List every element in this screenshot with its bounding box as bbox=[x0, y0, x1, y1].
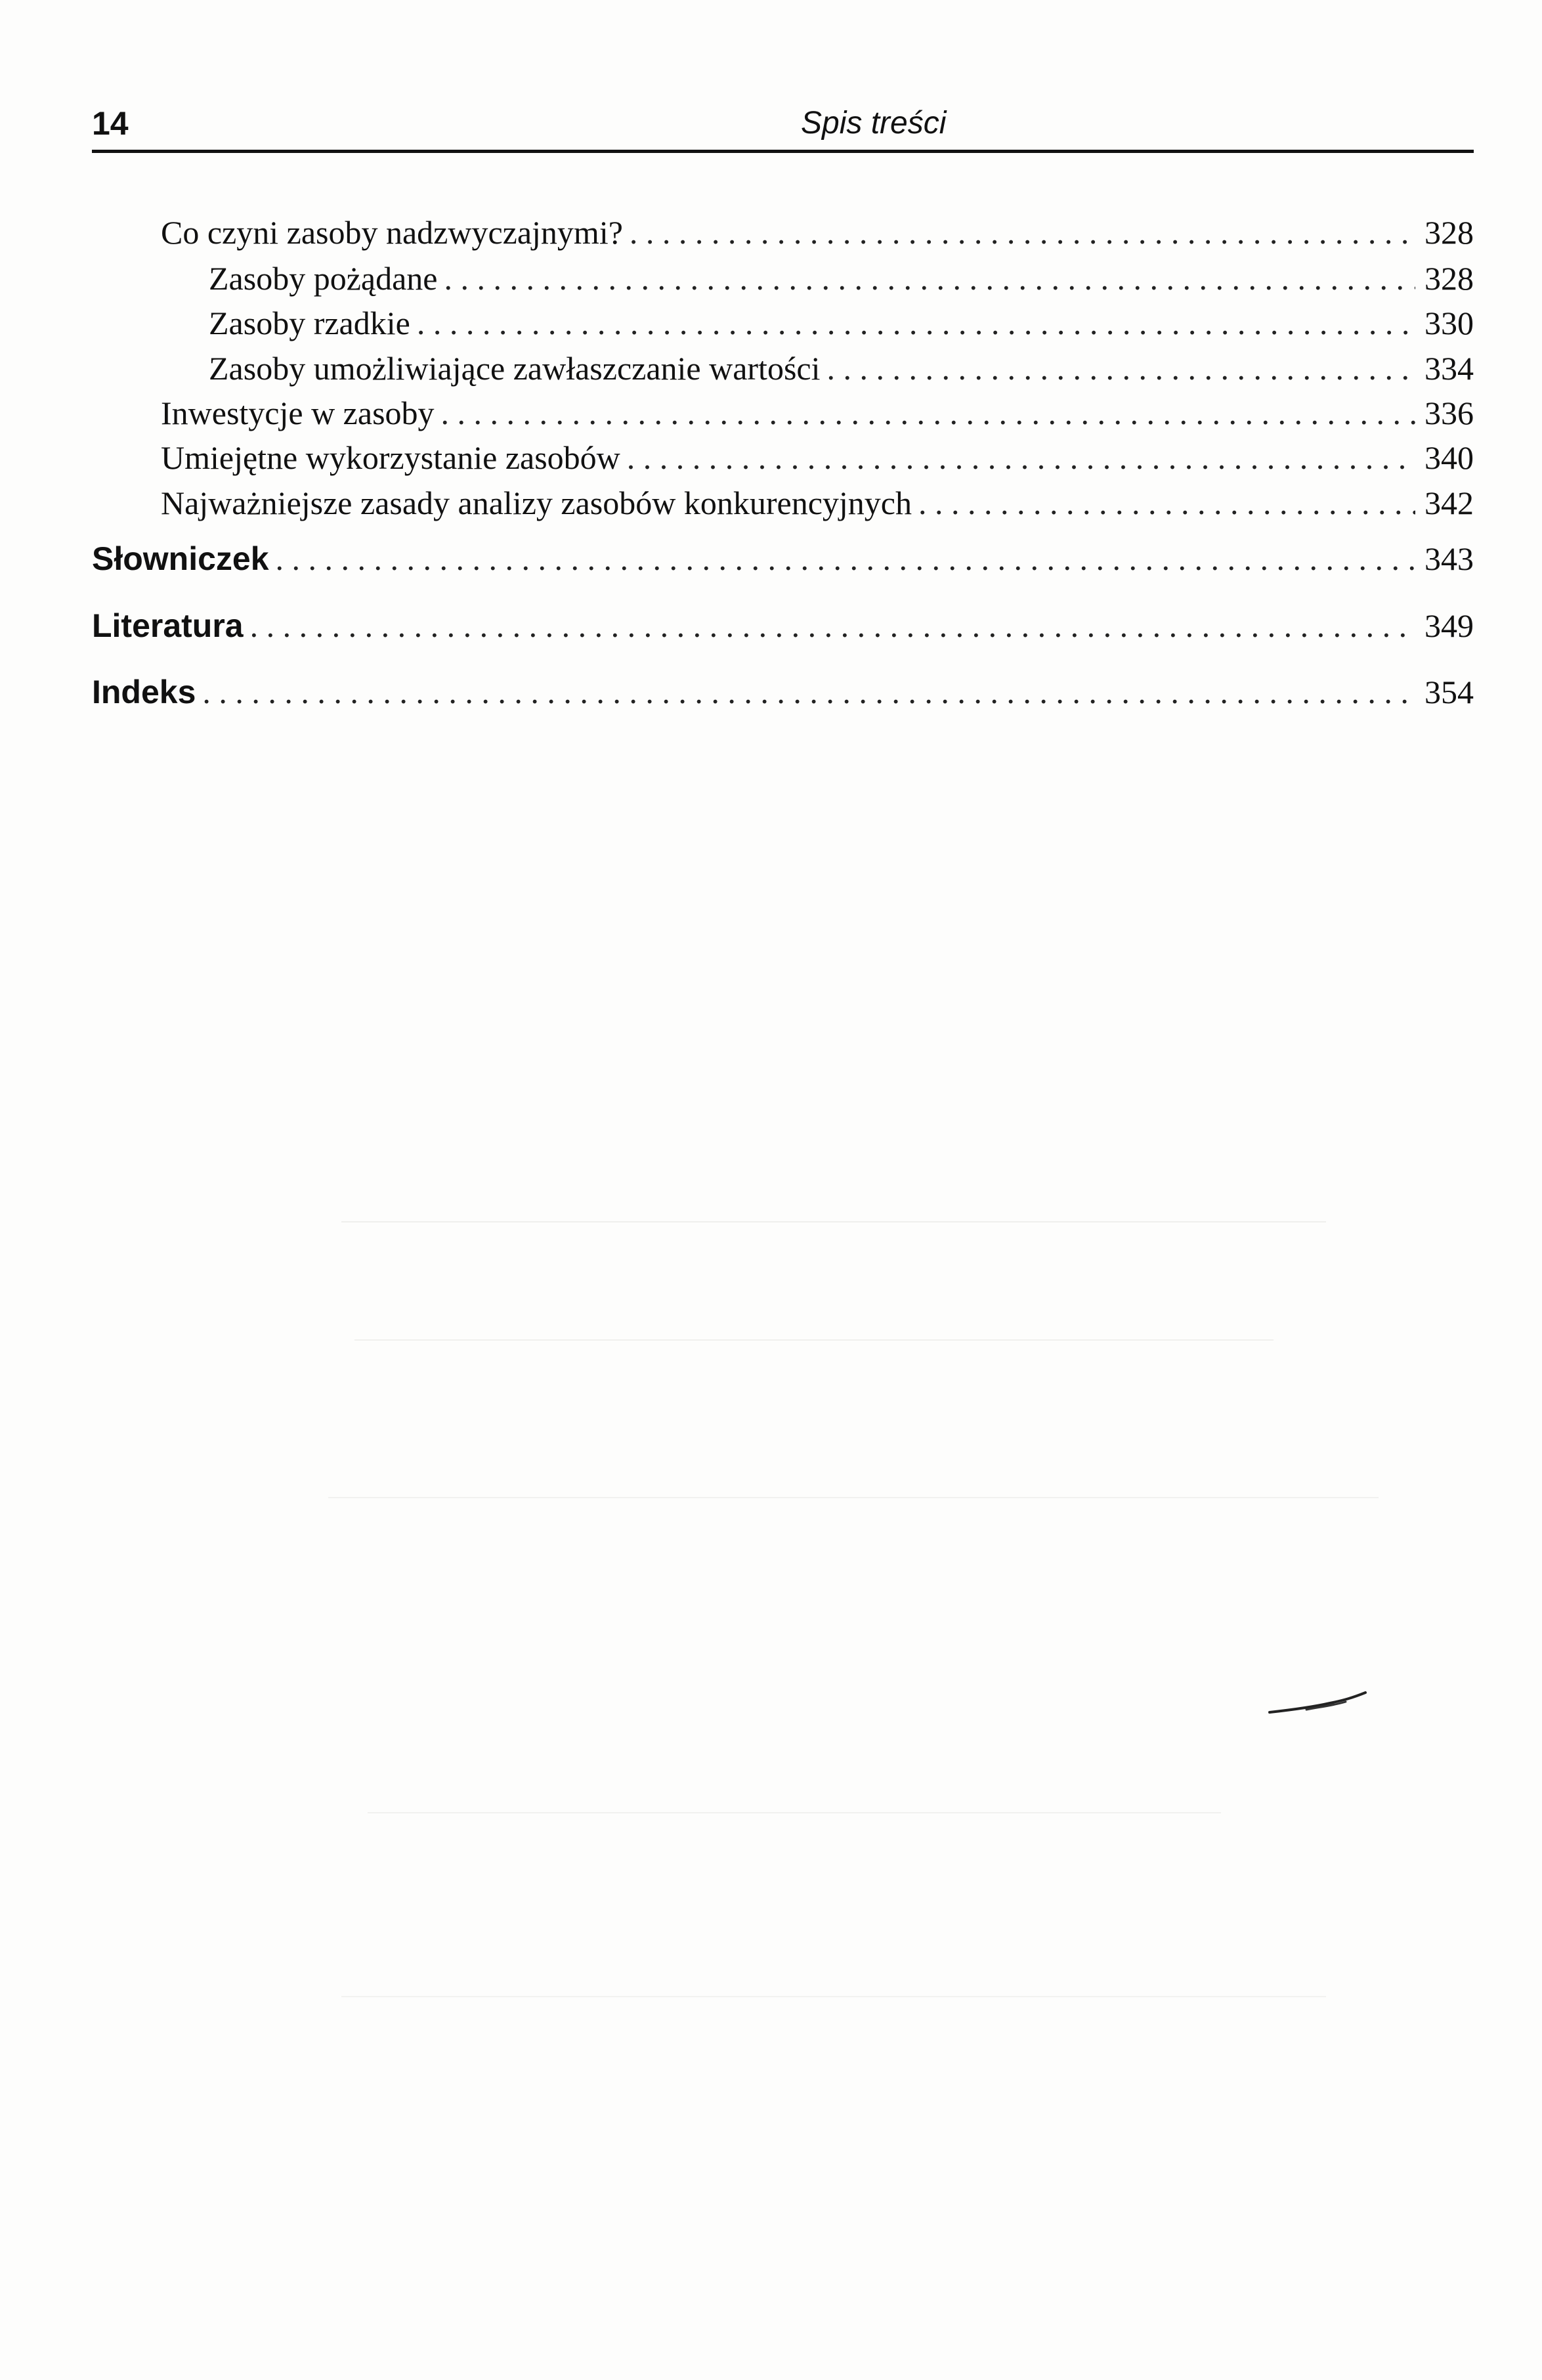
toc-entry-title: Zasoby umożliwiające zawłaszczanie wartości bbox=[209, 350, 821, 387]
dot-leader bbox=[276, 540, 1415, 578]
toc-entry-page: 349 bbox=[1424, 607, 1474, 644]
toc-entry-title: Zasoby pożądane bbox=[209, 260, 438, 297]
toc-entry-page: 328 bbox=[1424, 214, 1474, 251]
toc-entry-page: 354 bbox=[1424, 674, 1474, 710]
toc-entry-page: 340 bbox=[1424, 439, 1474, 476]
dot-leader bbox=[444, 259, 1415, 297]
toc-chapter-entry bbox=[92, 607, 1474, 653]
toc-entry-page: 330 bbox=[1424, 305, 1474, 341]
toc-entry-page: 328 bbox=[1424, 260, 1474, 297]
toc-entry-page: 342 bbox=[1424, 485, 1474, 521]
toc-chapter-entry bbox=[92, 673, 1474, 719]
running-title: Spis treści bbox=[801, 106, 947, 141]
toc-entry bbox=[161, 213, 1474, 259]
dot-leader bbox=[630, 213, 1415, 251]
dot-leader bbox=[202, 673, 1415, 711]
toc-entry-title: Najważniejsze zasady analizy zasobów konkurencyjnych bbox=[161, 485, 912, 521]
toc-entry-page: 334 bbox=[1424, 350, 1474, 387]
toc-entry-title: Indeks bbox=[92, 674, 196, 710]
toc-chapter-entry bbox=[92, 540, 1474, 586]
toc-entry bbox=[161, 484, 1474, 530]
toc-entry-title: Słowniczek bbox=[92, 540, 269, 577]
toc-entry-page: 343 bbox=[1424, 540, 1474, 577]
toc-entry bbox=[209, 304, 1474, 350]
toc-entry-title: Inwestycje w zasoby bbox=[161, 395, 435, 431]
toc-entry-title: Zasoby rzadkie bbox=[209, 305, 410, 341]
page-number: 14 bbox=[92, 105, 129, 142]
toc-entry bbox=[161, 394, 1474, 440]
dot-leader bbox=[918, 484, 1415, 522]
dot-leader bbox=[417, 304, 1415, 342]
dot-leader bbox=[441, 394, 1415, 432]
toc-entry bbox=[209, 349, 1474, 395]
toc-entry-page: 336 bbox=[1424, 395, 1474, 431]
dot-leader bbox=[827, 349, 1416, 387]
toc-entry bbox=[161, 439, 1474, 485]
dot-leader bbox=[250, 607, 1415, 645]
toc-entry-title: Co czyni zasoby nadzwyczajnymi? bbox=[161, 214, 623, 251]
toc-entry-title: Literatura bbox=[92, 607, 244, 644]
pen-mark bbox=[1267, 1681, 1372, 1720]
toc-entry-title: Umiejętne wykorzystanie zasobów bbox=[161, 439, 620, 476]
dot-leader bbox=[627, 439, 1415, 477]
toc-entry bbox=[209, 259, 1474, 305]
